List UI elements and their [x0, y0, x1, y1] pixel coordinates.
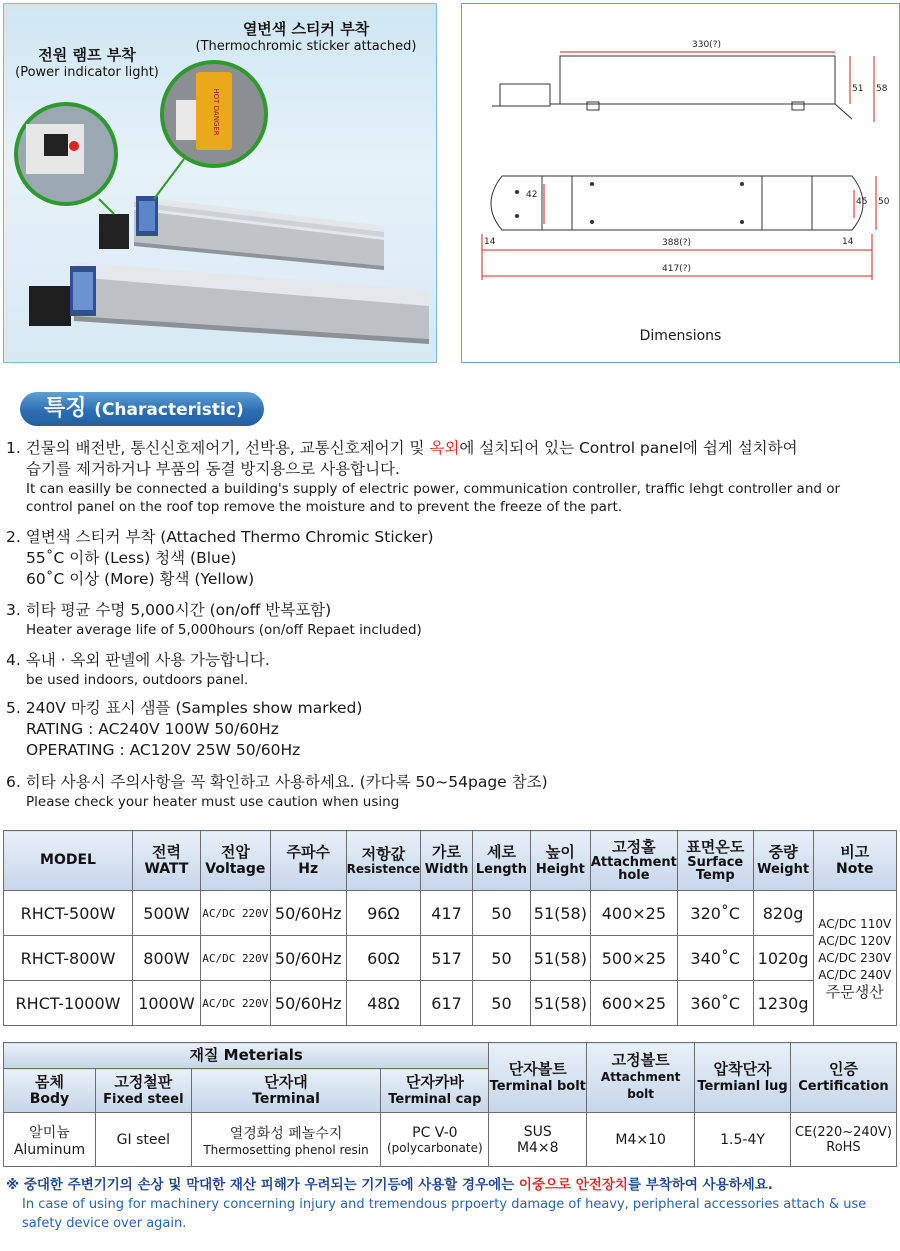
- spec-cell-watt: 500W: [133, 891, 201, 936]
- spec-header-height: 높이 Height: [530, 831, 590, 891]
- dim-height-58: 58: [876, 84, 888, 94]
- product-photo-panel: [3, 3, 437, 363]
- spec-cell-model: RHCT-1000W: [4, 981, 133, 1026]
- spec-row: [4, 936, 897, 981]
- spec-cell-resistence: 48Ω: [346, 981, 420, 1026]
- spec-cell-note: [813, 891, 896, 1026]
- spec-header-row: [4, 831, 897, 891]
- spec-cell-height: 51(58): [530, 891, 590, 936]
- char-item-3-line1: 3. 히타 평균 수명 5,000시간 (on/off 반복포함): [6, 601, 332, 619]
- spec-cell-length: 50: [472, 936, 530, 981]
- spec-cell-surface-temp: 340˚C: [677, 936, 753, 981]
- sticker-caption-en: (Thermochromic sticker attached): [195, 39, 417, 54]
- note-line: AC/DC 120V: [818, 933, 892, 948]
- spec-cell-hz: 50/60Hz: [270, 981, 346, 1026]
- material-cell-attachment-bolt: M4×10: [587, 1113, 695, 1167]
- spec-header-weight: 중량 Weight: [753, 831, 813, 891]
- spec-row: [4, 981, 897, 1026]
- spec-cell-width: 417: [421, 891, 473, 936]
- power-light-caption-ko: 전원 램프 부착: [38, 46, 136, 64]
- char-item-6-english: Please check your heater must use caution when using: [26, 794, 400, 810]
- sticker-closeup: [162, 62, 266, 166]
- characteristic-title-ko: 특징: [44, 396, 87, 421]
- spec-cell-weight: 1230g: [753, 981, 813, 1026]
- characteristic-title-en: (Characteristic): [94, 400, 244, 420]
- spec-cell-length: 50: [472, 891, 530, 936]
- spec-cell-voltage: AC/DC 220V: [200, 891, 270, 936]
- char-item-2: [6, 527, 891, 590]
- spec-cell-hz: 50/60Hz: [270, 891, 346, 936]
- sticker-caption-ko: 열변색 스티커 부착: [242, 20, 370, 38]
- spec-cell-attachment-hole: 600×25: [590, 981, 677, 1026]
- safety-warning: [6, 1175, 896, 1233]
- dimensions-caption: Dimensions: [639, 328, 722, 344]
- spec-header-width: 가로 Width: [421, 831, 473, 891]
- char-item-2-line3: 60˚C 이상 (More) 황색 (Yellow): [26, 570, 255, 588]
- material-cell-terminal: 열경화성 페놀수지 Thermosetting phenol resin: [191, 1113, 381, 1167]
- char-item-5-line1: 5. 240V 마킹 표시 샘플 (Samples show marked): [6, 699, 363, 717]
- warning-english: In case of using for machinery concerning injury and tremendous prpoerty damage of heavy, peripheral accessories attach & use safety device over again.: [22, 1197, 867, 1231]
- dim-top-length: 330(?): [692, 40, 721, 50]
- dim-right-14: 14: [842, 237, 854, 247]
- material-header-terminal-bolt: 단자볼트 Terminal bolt: [489, 1043, 587, 1113]
- dim-side-42: 42: [526, 190, 538, 200]
- material-group-header: 재질 Meterials: [4, 1043, 489, 1069]
- spec-cell-weight: 820g: [753, 891, 813, 936]
- dimension-drawing: [462, 4, 899, 362]
- spec-cell-resistence: 60Ω: [346, 936, 420, 981]
- spec-cell-voltage: AC/DC 220V: [200, 936, 270, 981]
- spec-cell-width: 517: [421, 936, 473, 981]
- char-item-4-english: be used indoors, outdoors panel.: [26, 672, 249, 688]
- sticker-caption: [186, 18, 426, 54]
- spec-cell-width: 617: [421, 981, 473, 1026]
- spec-header-voltage: 전압 Voltage: [200, 831, 270, 891]
- material-cell-body: 알미늄 Aluminum: [4, 1113, 96, 1167]
- spec-header-note: 비고 Note: [813, 831, 896, 891]
- char-item-4-line1: 4. 옥내 · 옥외 판넬에 사용 가능합니다.: [6, 651, 270, 669]
- char-item-1: [6, 438, 891, 516]
- dim-total-length: 417(?): [662, 264, 691, 274]
- spec-cell-height: 51(58): [530, 981, 590, 1026]
- char-item-6-line1: 6. 히타 사용시 주의사항을 꼭 확인하고 사용하세요. (카다록 50~54page 참조): [6, 773, 548, 791]
- spec-table: [3, 830, 897, 1026]
- dim-mid-length: 388(?): [662, 238, 691, 248]
- power-light-caption: [12, 44, 162, 80]
- material-cell-terminal-lug: 1.5-4Y: [695, 1113, 791, 1167]
- char-item-2-line1: 2. 열변색 스티커 부착 (Attached Thermo Chromic Sticker): [6, 528, 434, 546]
- spec-header-watt: 전력 WATT: [133, 831, 201, 891]
- dim-left-14: 14: [484, 237, 496, 247]
- spec-cell-weight: 1020g: [753, 936, 813, 981]
- power-light-closeup: [16, 104, 116, 204]
- spec-cell-attachment-hole: 400×25: [590, 891, 677, 936]
- material-cell-certification: CE(220~240V) RoHS: [790, 1113, 896, 1167]
- power-light-caption-en: (Power indicator light): [15, 65, 159, 80]
- upper-heater-unit: [99, 196, 384, 270]
- material-value-row: [4, 1113, 897, 1167]
- material-header-terminal-cap: 단자카바 Terminal cap: [381, 1069, 489, 1113]
- spec-header-length: 세로 Length: [472, 831, 530, 891]
- spec-cell-voltage: AC/DC 220V: [200, 981, 270, 1026]
- lower-heater-unit: [29, 262, 429, 344]
- material-cell-terminal-cap: PC V-0 (polycarbonate): [381, 1113, 489, 1167]
- spec-header-model: MODEL: [4, 831, 133, 891]
- spec-cell-model: RHCT-500W: [4, 891, 133, 936]
- note-line: 주문생산: [825, 982, 884, 1001]
- note-line: AC/DC 240V: [818, 967, 892, 982]
- spec-cell-watt: 1000W: [133, 981, 201, 1026]
- char-item-6: [6, 772, 891, 811]
- dimensions-panel: [461, 3, 900, 363]
- spec-cell-height: 51(58): [530, 936, 590, 981]
- char-item-1-red: 옥외: [429, 439, 460, 457]
- material-header-body: 몸체 Body: [4, 1069, 96, 1113]
- char-item-1-line2: 습기를 제거하거나 부품의 동결 방지용으로 사용합니다.: [26, 460, 400, 478]
- material-header-terminal: 단자대 Terminal: [191, 1069, 381, 1113]
- note-line: AC/DC 110V: [818, 916, 892, 931]
- char-item-5-rating: RATING : AC240V 100W 50/60Hz: [26, 720, 279, 738]
- spec-header-resistence: 저항값 Resistence: [346, 831, 420, 891]
- char-item-3-english: Heater average life of 5,000hours (on/off Repaet included): [26, 622, 422, 638]
- char-item-1-english: It can easilly be connected a building's supply of electric power, communication controller, traffic lehgt controller and or control panel on the roof top remove the moisture and to prevent the freeze of the part.: [26, 481, 841, 515]
- sticker-label-text: HOT DANGER: [212, 88, 220, 136]
- spec-cell-surface-temp: 320˚C: [677, 891, 753, 936]
- char-item-5: [6, 698, 891, 761]
- spec-header-attachment-hole: 고정홀 Attachment hole: [590, 831, 677, 891]
- spec-header-hz: 주파수 Hz: [270, 831, 346, 891]
- note-line: AC/DC 230V: [818, 950, 892, 965]
- warning-korean: ※ 중대한 주변기기의 손상 및 막대한 재산 피해가 우려되는 기기등에 사용할 경우에는 이중으로 안전장치를 부착하여 사용하세요.: [6, 1177, 773, 1193]
- dim-width-45: 45: [856, 197, 868, 207]
- spec-cell-hz: 50/60Hz: [270, 936, 346, 981]
- char-item-4: [6, 650, 891, 689]
- material-group-header-row: [4, 1043, 897, 1069]
- char-item-3: [6, 600, 891, 639]
- char-item-1-line1b: 에 설치되어 있는 Control panel에 쉽게 설치하여: [459, 439, 798, 457]
- dim-width-50: 50: [878, 197, 890, 207]
- material-header-fixed-steel: 고정철판 Fixed steel: [95, 1069, 191, 1113]
- material-header-certification: 인증 Certification: [790, 1043, 896, 1113]
- spec-cell-surface-temp: 360˚C: [677, 981, 753, 1026]
- spec-cell-length: 50: [472, 981, 530, 1026]
- spec-header-surface-temp: 표면온도 Surface Temp: [677, 831, 753, 891]
- spec-cell-model: RHCT-800W: [4, 936, 133, 981]
- material-header-attachment-bolt: 고정볼트 Attachment bolt: [587, 1043, 695, 1113]
- material-header-terminal-lug: 압착단자 Termianl lug: [695, 1043, 791, 1113]
- material-table: [3, 1042, 897, 1167]
- spec-cell-resistence: 96Ω: [346, 891, 420, 936]
- char-item-2-line2: 55˚C 이하 (Less) 청색 (Blue): [26, 549, 237, 567]
- material-cell-terminal-bolt: SUS M4×8: [489, 1113, 587, 1167]
- spec-cell-watt: 800W: [133, 936, 201, 981]
- spec-row: [4, 891, 897, 936]
- material-cell-fixed-steel: GI steel: [95, 1113, 191, 1167]
- char-item-5-operating: OPERATING : AC120V 25W 50/60Hz: [26, 741, 301, 759]
- characteristic-title: [20, 392, 264, 426]
- dim-height-51: 51: [852, 84, 864, 94]
- char-item-1-line1a: 1. 건물의 배전반, 통신신호제어기, 선박용, 교통신호제어기 및: [6, 439, 430, 457]
- spec-cell-attachment-hole: 500×25: [590, 936, 677, 981]
